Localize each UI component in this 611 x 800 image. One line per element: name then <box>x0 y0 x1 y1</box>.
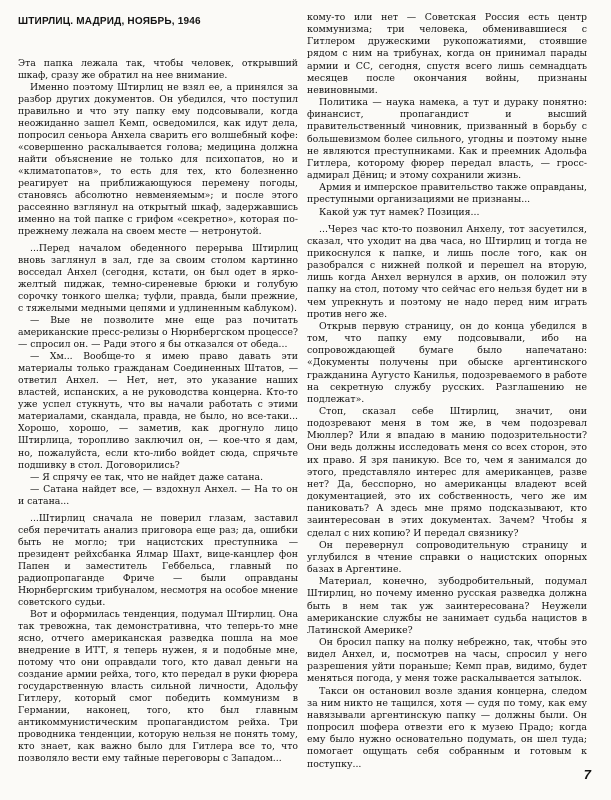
paragraph: Такси он остановил возле здания концерна, следом за ним никто не тащился, хотя — судя по тому, как ему навязывали аргентинскую папку — должны были. Он попросил шофера отвезти его к музею Прадо; когда ему было нужно основательно подумать, он шел туда; помогает ощущать себя собранным и готовым к поступку... <box>307 685 587 770</box>
paragraph: — Я спрячу ее так, что не найдет даже сатана. <box>30 471 264 483</box>
paragraph: — Сатана найдет все, — вздохнул Анхел. — На то он и сатана... <box>18 483 298 507</box>
paragraph: Он бросил папку на полку небрежно, так, чтобы это видел Анхел, и, посмотрев на часы, спросил у него разрешения уйти пораньше; Кемп прав, видимо, будет меняться погода, у меня тоже раскалывается затылок. <box>307 636 587 685</box>
paragraph: ...Перед началом обеденного перерыва Штирлиц вновь заглянул в зал, где за своим столом картинно восседал Анхел (сегодня, кстати, он был одет в ярко-желтый пиджак, темно-сиреневые брюки и голубую сорочку тонкого шелка; туфли, правда, были прежние, с тяжелыми медными цепями и удлиненным каблуком). <box>18 243 298 315</box>
paragraph: ...Через час кто-то позвонил Анхелу, тот засуетился, сказал, что уходит на два часа, но Штирлиц и тогда не прикоснулся к папке, и лишь после того, как он разобрался с нижней полкой и перешел на вторую, лишь когда Анхел вернулся в архив, он положил эту папку на стол, потому что сейчас его нельзя будет ни в чем упрекнуть и поэтому не надо перед ним играть против него же. <box>307 223 587 320</box>
paragraph: Армия и имперское правительство также оправданы, преступными организациями не признаны... <box>307 182 587 206</box>
paragraph: Эта папка лежала так, чтобы человек, открывший шкаф, сразу же обратил на нее внимание. <box>18 58 298 82</box>
paragraph: ...Штирлиц сначала не поверил глазам, заставил себя перечитать анализ приговора еще раз; да, ошибки быть не могло; три нацистских преступника — президент рейхсбанка Ялмар Шахт, вице-канцлер фон Папен и заместитель Геббельса, главный по радиопропаганде Фриче — были оправданы Нюрнбергским трибуналом, несмотря на особое мнение советского судьи. <box>18 512 298 608</box>
left-column <box>18 58 298 765</box>
right-column <box>307 12 587 771</box>
paragraph: Именно поэтому Штирлиц не взял ее, а принялся за разбор других документов. Он убедился, что поступил правильно и что эту папку ему подсовывали, когда неожиданно зашел Кемп, осведомился, как идут дела, попросил сеньора Анхела сварить его волшебный кофе: «совершенно раскалывается голова; медицина должна найти объяснение не только для психопатов, но и «климатопатов», то есть для тех, кто болезненно реагирует на приближающуюся перемену погоды, становясь абсолютно невменяемым»; и после этого рассеянно взглянул на открытый шкаф, задержавшись именно на той папке с грифом «секретно», которая по-прежнему лежала на своем месте — нетронутой. <box>18 82 298 238</box>
paragraph: Он перевернул сопроводительную страницу и углубился в чтение справки о нацистских опорных базах в Аргентине. <box>307 539 587 576</box>
paragraph: Открыв первую страницу, он до конца убедился в том, что папку ему подсовывали, ибо на сопровождающей бумаге было напечатано: «Документы получены при обыске аргентинского гражданина Аугусто Канилья, подозреваемого в работе на секретную службу русских. Разглашению не подлежат». <box>307 320 587 405</box>
paragraph: Материал, конечно, зубодробительный, подумал Штирлиц, но почему именно русская разведка должна быть в нем так уж заинтересована? Неужели американские службы не занимает судьба нацистов в Латинской Америке? <box>307 576 587 636</box>
page-number: 7 <box>583 767 591 782</box>
running-header: ШТИРЛИЦ. МАДРИД, НОЯБРЬ, 1946 <box>18 16 201 27</box>
paragraph: Политика — наука намека, а тут и дураку понятно: финансист, пропагандист и высший правительственный чиновник, призванный в борьбу с большевизмом более сильного, угодны и поэтому ныне не являются преступниками. Как и преемник Адольфа Гитлера, которому фюрер передал власть, — гросс-адмирал Дёниц; и этому сохранили жизнь. <box>307 97 587 182</box>
paragraph: кому-то или нет — Советская Россия есть центр коммунизма; три человека, обменивавшиеся с Гитлером дружескими рукопожатиями, стоявшие рядом с ним на трибунах, когда он принимал парады армии и СС, сегодня, спустя всего лишь семнадцать месяцев после окончания войны, признаны невиновными. <box>307 12 587 96</box>
paragraph: Какой уж тут намек? Позиция... <box>319 206 480 218</box>
paragraph: — Вые не позволите мне еще раз почитать американские пресс-релизы о Нюрнбергском процессе? — спросил он. — Ради этого я бы отказался от обеда... <box>18 315 298 351</box>
paragraph: Стоп, сказал себе Штирлиц, значит, они подозревают меня в том же, в чем подозревал Мюллер? Или я впадаю в манию подозрительности? Они ведь должны исследовать меня со всех сторон, это их право. Я зря паникую. Все то, чем я занимался до этого, представляло интерес для американцев, разве нет? Да, бесспорно, но американцы владеют всей документацией, это их собственность, чего же им паниковать? А здесь мне прямо подсказывают, кто заинтересован в этих документах. Зачем? Чтобы я сделал с них копию? И передал связнику? <box>307 406 587 539</box>
paragraph: Вот и оформилась тенденция, подумал Штирлиц. Она так тревожна, так демонстративна, что теперь-то мне ясно, отчего американская разведка пошла на мое внедрение в ИТТ, я теперь нужен, я и подобные мне, потому что они оправдали того, кто давал деньги на создание армии рейха, того, кто передал в руки фюрера государственную власть сильной личности, Адольфу Гитлеру, который смог победить коммунизм в Германии, наконец, того, кто был главным антикоммунистическим пропагандистом рейха. Три проводника тенденции, которую нельзя не понять тому, кто знает, как важно было для Гитлера все то, что позволяло вести ему тайные переговоры с Западом... <box>18 608 298 764</box>
paragraph: — Хм... Вообще-то я имею право давать эти материалы только гражданам Соединенных Штатов, — ответил Анхел. — Нет, нет, это указание наших властей, испанских, а не руководства концерна. Кто-то уже успел стукнуть, что вы начали работать с этими материалами, скандала, правда, не было, но все-таки... Хорошо, хорошо, — заметив, как дрогнуло лицо Штирлица, торопливо заключил он, — кое-что я дам, но, пожалуйста, если кто-либо войдет сюда, спрячьте подшивку в стол. Договорились? <box>18 351 298 471</box>
